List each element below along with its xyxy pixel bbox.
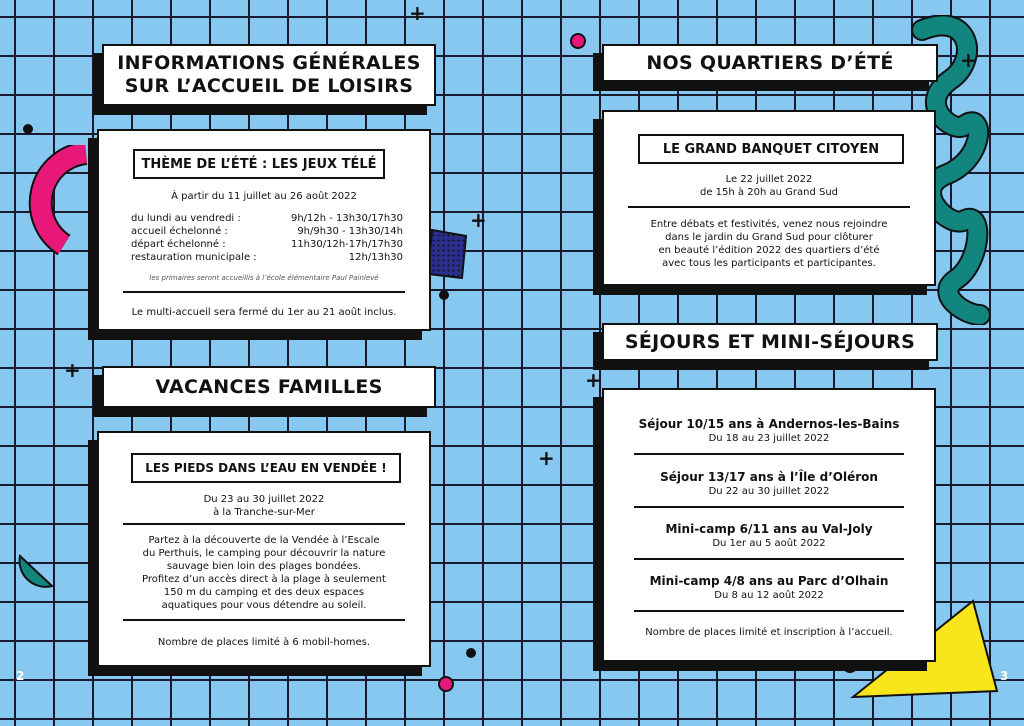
black-dot-decoration [438, 289, 450, 301]
general-info-title-line1: INFORMATIONS GÉNÉRALES [117, 52, 421, 74]
divider [123, 523, 405, 525]
banquet-subtitle: LE GRAND BANQUET CITOYEN [638, 134, 904, 164]
navy-dotted-square-decoration [426, 228, 468, 280]
stay-title: Mini-camp 4/8 ans au Parc d’Olhain [649, 574, 889, 588]
schedule-label: du lundi au vendredi : [131, 213, 241, 224]
banquet-desc-line: Entre débats et festivités, venez nous rejoindre [650, 219, 888, 230]
sejours-title [602, 323, 938, 361]
families-places: Nombre de places limité à 6 mobil-homes. [157, 637, 371, 648]
pink-dot-decoration [569, 32, 587, 50]
divider [634, 558, 904, 560]
general-info-panel [97, 129, 431, 331]
families-subtitle: LES PIEDS DANS L’EAU EN VENDÉE ! [131, 453, 401, 483]
banquet-desc-line: avec tous les participants et participantes. [662, 258, 876, 269]
stay-title: Mini-camp 6/11 ans au Val-Joly [665, 522, 873, 536]
pink-dot-decoration [437, 675, 455, 693]
stay-dates: Du 18 au 23 juillet 2022 [708, 433, 830, 444]
schedule-value: 9h/9h30 - 13h30/14h [297, 226, 403, 237]
plus-icon: + [64, 358, 81, 382]
families-desc-line: du Perthuis, le camping pour découvrir la nature [142, 548, 386, 559]
divider [628, 206, 910, 208]
families-panel [97, 431, 431, 667]
families-title-text: VACANCES FAMILLES [155, 376, 383, 398]
families-desc-line: Profitez d’un accès direct à la plage à seulement [142, 574, 386, 585]
stay-dates: Du 8 au 12 août 2022 [714, 590, 824, 601]
divider [634, 506, 904, 508]
schedule-table [131, 212, 403, 264]
families-desc-line: aquatiques pour vous détendre au soleil. [161, 600, 367, 611]
page-number-left: 2 [16, 669, 25, 683]
families-desc-line: 150 m du camping et des deux espaces [163, 587, 365, 598]
quartiers-title [602, 44, 938, 82]
schedule-row [131, 238, 403, 251]
plus-icon: + [960, 48, 977, 72]
stay-title: Séjour 10/15 ans à Andernos-les-Bains [638, 417, 900, 431]
schedule-value: 9h/12h - 13h30/17h30 [290, 213, 403, 224]
general-info-title-line2: SUR L’ACCUEIL DE LOISIRS [124, 75, 414, 97]
black-dot-decoration [22, 123, 34, 135]
plus-icon: + [585, 368, 602, 392]
closure-note: Le multi-accueil sera fermé du 1er au 21 août inclus. [131, 307, 397, 318]
quartiers-title-text: NOS QUARTIERS D’ÉTÉ [646, 52, 894, 74]
theme-subtitle: THÈME DE L’ÉTÉ : LES JEUX TÉLÉ [133, 149, 385, 179]
families-title [102, 366, 436, 408]
stay-title: Séjour 13/17 ans à l’Île d’Oléron [660, 470, 878, 484]
schedule-row [131, 251, 403, 264]
divider [634, 453, 904, 455]
schedule-label: accueil échelonné : [131, 226, 228, 237]
sejours-footer: Nombre de places limité et inscription à l’accueil. [645, 627, 893, 638]
sejours-title-text: SÉJOURS ET MINI-SÉJOURS [624, 331, 916, 353]
schedule-row [131, 225, 403, 238]
families-desc-line: Partez à la découverte de la Vendée à l’Escale [148, 535, 380, 546]
black-dot-decoration [465, 647, 477, 659]
pink-arc-decoration [24, 145, 94, 255]
banquet-desc-line: en beauté l’édition 2022 des quartiers d’été [658, 245, 880, 256]
quartiers-panel [602, 110, 936, 286]
general-dates: À partir du 11 juillet au 26 août 2022 [171, 191, 357, 202]
families-location: à la Tranche-sur-Mer [213, 507, 315, 518]
divider [123, 619, 405, 621]
schedule-value: 11h30/12h-17h/17h30 [290, 239, 403, 250]
banquet-time: de 15h à 20h au Grand Sud [700, 187, 838, 198]
page-number-right: 3 [1000, 669, 1009, 683]
banquet-date: Le 22 juillet 2022 [725, 174, 813, 185]
banquet-desc-line: dans le jardin du Grand Sud pour clôturer [665, 232, 873, 243]
plus-icon: + [409, 1, 426, 25]
divider [634, 610, 904, 612]
sejours-panel [602, 388, 936, 662]
teal-half-circle-decoration [14, 550, 56, 592]
families-desc-line: sauvage bien loin des plages bondées. [166, 561, 362, 572]
plus-icon: + [538, 446, 555, 470]
stay-dates: Du 1er au 5 août 2022 [712, 538, 826, 549]
schedule-row [131, 212, 403, 225]
schedule-label: restauration municipale : [131, 252, 257, 263]
stay-dates: Du 22 au 30 juillet 2022 [708, 486, 830, 497]
families-dates: Du 23 au 30 juillet 2022 [203, 494, 325, 505]
primary-school-note: les primaires seront accueillis à l’école élémentaire Paul Painlevé [149, 274, 379, 282]
plus-icon: + [470, 208, 487, 232]
schedule-label: départ échelonné : [131, 239, 226, 250]
divider [123, 291, 405, 293]
general-info-title [102, 44, 436, 106]
schedule-value: 12h/13h30 [348, 252, 403, 263]
